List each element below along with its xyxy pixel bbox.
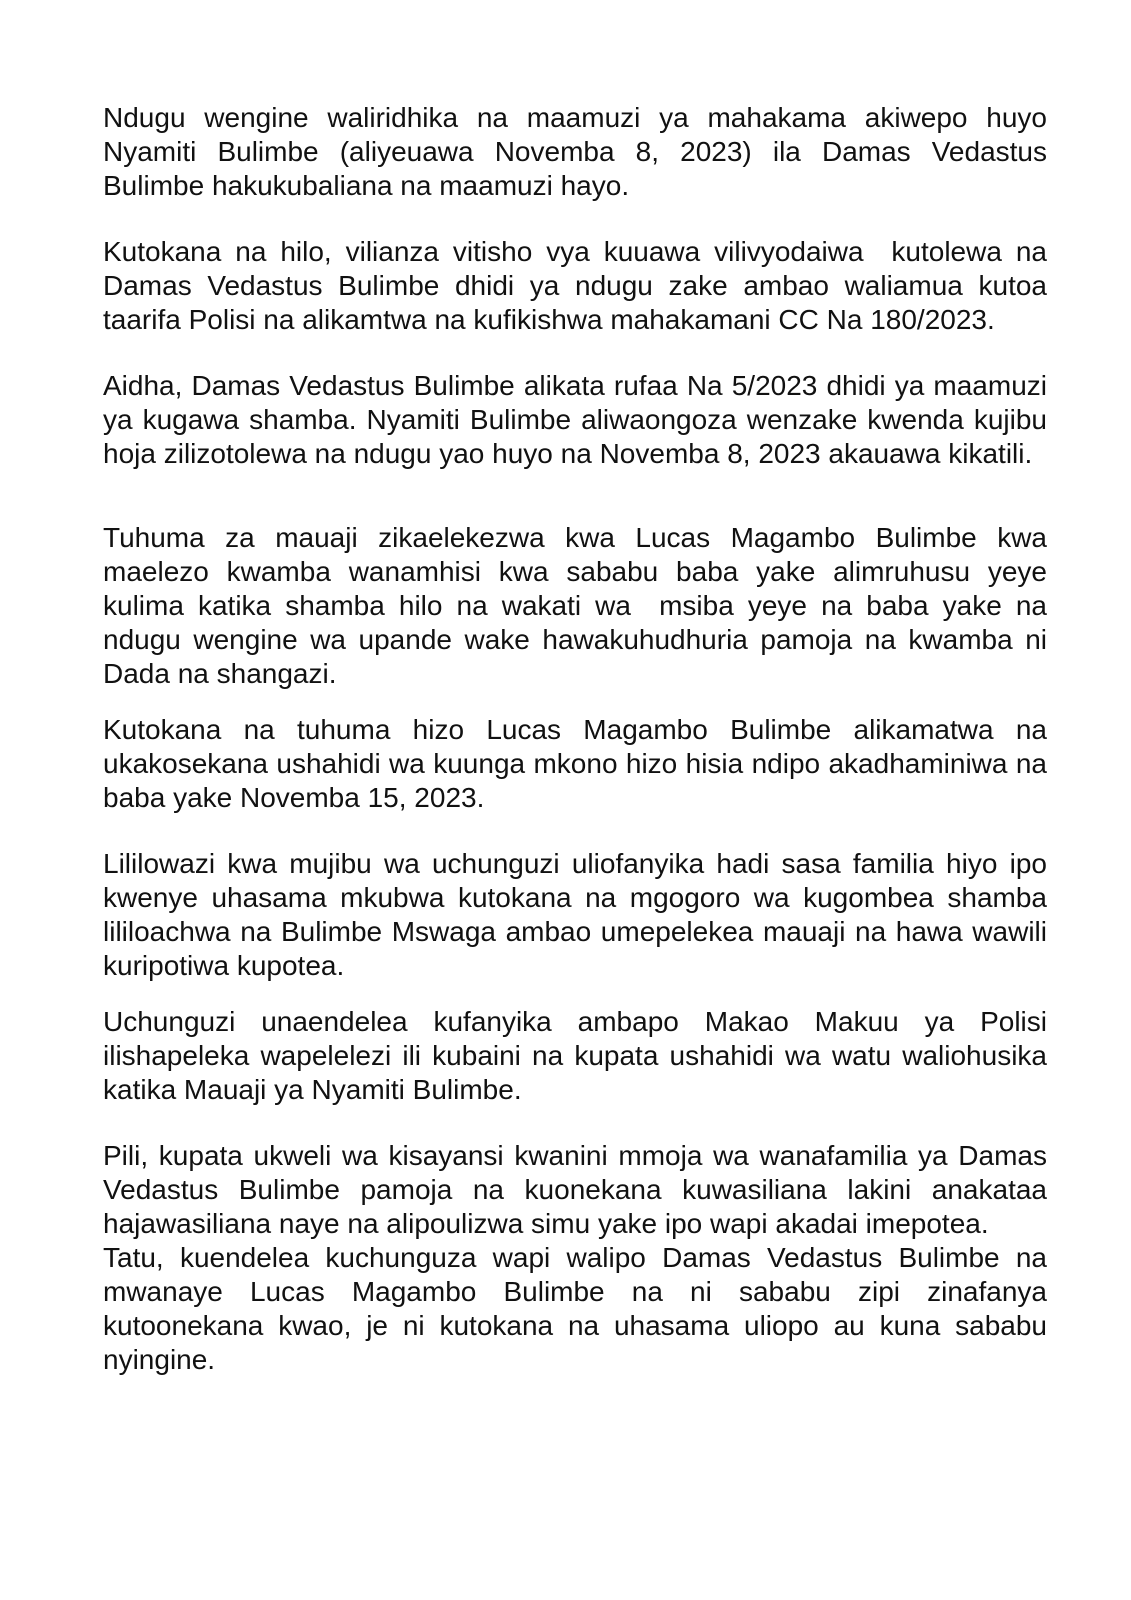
paragraph-1: Ndugu wengine waliridhika na maamuzi ya mahakama akiwepo huyo Nyamiti Bulimbe (aliyeuawa Novemba 8, 2023) ila Damas Vedastus Bulimbe hakukubaliana na maamuzi hayo. — [103, 102, 1055, 201]
paragraph-4: Tuhuma za mauaji zikaelekezwa kwa Lucas Magambo Bulimbe kwa maelezo kwamba wanamhisi kwa sababu baba yake alimruhusu yeye kulima katika shamba hilo na wakati wa msiba yeye na baba yake na ndugu wengine wa upande wake hawakuhudhuria pamoja na kwamba ni Dada na shangazi. — [103, 522, 1055, 689]
paragraph-7: Uchunguzi unaendelea kufanyika ambapo Makao Makuu ya Polisi ilishapeleka wapelelezi ili kubaini na kupata ushahidi wa watu waliohusika katika Mauaji ya Nyamiti Bulimbe. — [103, 1006, 1055, 1105]
paragraph-6: Lililowazi kwa mujibu wa uchunguzi uliofanyika hadi sasa familia hiyo ipo kwenye uhasama mkubwa kutokana na mgogoro wa kugombea shamba lililoachwa na Bulimbe Mswaga ambao umepelekea mauaji na hawa wawili kuripotiwa kupotea. — [103, 848, 1055, 981]
document-page — [103, 101, 1055, 1377]
paragraph-9: Tatu, kuendelea kuchunguza wapi walipo Damas Vedastus Bulimbe na mwanaye Lucas Magambo Bulimbe na ni sababu zipi zinafanya kutoonekana kwao, je ni kutokana na uhasama uliopo au kuna sababu nyingine. — [103, 1242, 1055, 1375]
paragraph-3: Aidha, Damas Vedastus Bulimbe alikata rufaa Na 5/2023 dhidi ya maamuzi ya kugawa shamba. Nyamiti Bulimbe aliwaongoza wenzake kwenda kujibu hoja zilizotolewa na ndugu yao huyo na Novemba 8, 2023 akauawa kikatili. — [103, 370, 1055, 469]
paragraph-5: Kutokana na tuhuma hizo Lucas Magambo Bulimbe alikamatwa na ukakosekana ushahidi wa kuunga mkono hizo hisia ndipo akadhaminiwa na baba yake Novemba 15, 2023. — [103, 714, 1055, 813]
paragraph-2: Kutokana na hilo, vilianza vitisho vya kuuawa vilivyodaiwa kutolewa na Damas Vedastus Bulimbe dhidi ya ndugu zake ambao waliamua kutoa taarifa Polisi na alikamtwa na kufikishwa mahakamani CC Na 180/2023. — [103, 236, 1055, 335]
paragraph-8: Pili, kupata ukweli wa kisayansi kwanini mmoja wa wanafamilia ya Damas Vedastus Bulimbe pamoja na kuonekana kuwasiliana lakini anakataa hajawasiliana naye na alipoulizwa simu yake ipo wapi akadai imepotea. — [103, 1140, 1055, 1239]
